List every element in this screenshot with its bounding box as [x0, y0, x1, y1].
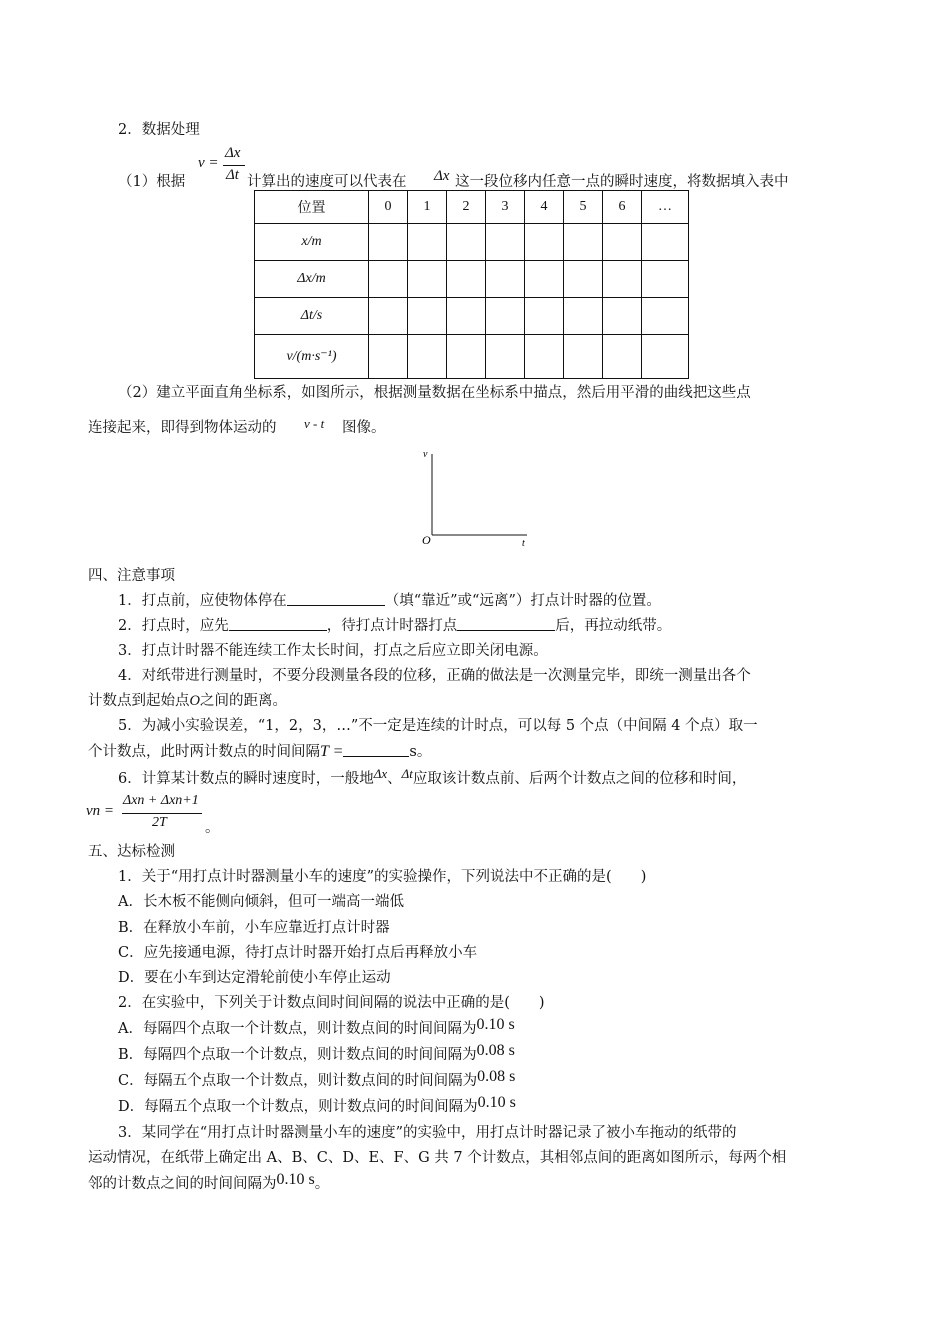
note2-text-a: 2．打点时，应先	[118, 618, 229, 634]
note6-line1	[118, 766, 747, 789]
q2-option-value: 0.10 s	[477, 1094, 516, 1111]
note4-text-a: 计数点到起始点	[88, 693, 190, 709]
note6-text-a: 6．计算某计数点的瞬时速度时，一般地	[118, 771, 374, 787]
q1-option-c[interactable]: C．应先接通电源，待打点计时器开始打点后再释放小车	[118, 945, 478, 961]
answer-blank[interactable]	[287, 591, 385, 606]
table-header-cell: 2	[447, 191, 486, 224]
delta-t-symbol: Δt	[401, 766, 413, 781]
table-cell	[564, 298, 603, 335]
table-header-cell: 5	[564, 191, 603, 224]
note5-text-b: s。	[409, 744, 432, 760]
note2	[118, 616, 671, 636]
note6-sep: 、	[387, 771, 402, 787]
question3-line3	[88, 1171, 330, 1194]
q2-option-text: C．每隔五个点取一个计数点，则计数点间的时间间隔为	[118, 1073, 478, 1089]
item2-line1: （2）建立平面直角坐标系，如图所示，根据测量数据在坐标系中描点，然后用平滑的曲线把这些点	[118, 385, 751, 401]
q2-option-value: 0.10 s	[476, 1016, 515, 1033]
table-header-cell: 位置	[255, 191, 369, 224]
vn-formula-lhs: vn =	[86, 803, 115, 819]
note1	[118, 591, 661, 611]
q2-option-text: D．每隔五个点取一个计数点，则计数点问的时间间隔为	[118, 1099, 478, 1115]
table-header-row	[255, 191, 689, 224]
section-title: 2．数据处理	[118, 122, 200, 138]
table-cell	[642, 224, 689, 261]
table-cell	[603, 261, 642, 298]
table-cell	[603, 298, 642, 335]
table-cell	[369, 224, 408, 261]
note3: 3．打点计时器不能连续工作太长时间，打点之后应立即关闭电源。	[118, 643, 548, 659]
q2-option-d[interactable]	[118, 1094, 516, 1117]
q2-option-b[interactable]	[118, 1042, 515, 1065]
origin-label: O	[422, 533, 431, 547]
table-cell	[447, 335, 486, 379]
q3-text-b: 。	[314, 1176, 330, 1192]
period-symbol: T =	[320, 743, 344, 760]
table-cell	[408, 335, 447, 379]
question3-line1: 3．某同学在“用打点计时器测量小车的速度”的实验中，用打点计时器记录了被小车拖动的纸带的	[118, 1125, 737, 1141]
item1-text-b: 这一段位移内任意一点的瞬时速度，将数据填入表中	[455, 174, 789, 190]
table-header-cell: 6	[603, 191, 642, 224]
table-cell	[369, 261, 408, 298]
table-row	[255, 261, 689, 298]
answer-blank[interactable]	[229, 616, 327, 631]
note5-line2	[88, 742, 431, 762]
table-cell	[447, 298, 486, 335]
question2: 2．在实验中，下列关于计数点间时间间隔的说法中正确的是( )	[118, 995, 545, 1011]
note4-line2	[88, 691, 287, 711]
vn-formula-numerator: Δxn + Δxn+1	[123, 793, 199, 808]
question3-line2: 运动情况，在纸带上确定出 A、B、C、D、E、F、G 共 7 个计数点，其相邻点间的距离如图所示，每两个相	[88, 1150, 787, 1166]
table-cell	[486, 335, 525, 379]
note2-text-c: 后，再拉动纸带。	[555, 618, 672, 634]
table-cell	[447, 261, 486, 298]
table-row	[255, 224, 689, 261]
table-header-cell: 4	[525, 191, 564, 224]
table-cell	[408, 298, 447, 335]
section4-title: 四、注意事项	[88, 568, 175, 584]
note6-end: 。	[205, 820, 220, 836]
table-cell	[603, 224, 642, 261]
table-row	[255, 298, 689, 335]
table-cell	[525, 224, 564, 261]
table-header-cell: 3	[486, 191, 525, 224]
question1: 1．关于“用打点计时器测量小车的速度”的实验操作，下列说法中不正确的是( )	[118, 869, 647, 885]
note4-line1: 4．对纸带进行测量时，不要分段测量各段的位移，正确的做法是一次测量完毕，即统一测量出各个	[118, 668, 751, 684]
vt-axes-figure	[415, 446, 535, 548]
table-row-label: x/m	[255, 224, 369, 261]
note4-text-b: 之间的距离。	[199, 693, 287, 709]
table-cell	[564, 335, 603, 379]
table-row-label: Δx/m	[255, 261, 369, 298]
table-header-cell: 1	[408, 191, 447, 224]
table-row-label: v/(m·s⁻¹)	[255, 335, 369, 379]
formula-denominator: Δt	[226, 167, 239, 183]
table-row-label: Δt/s	[255, 298, 369, 335]
q2-option-text: A．每隔四个点取一个计数点，则计数点间的时间间隔为	[118, 1021, 477, 1037]
section5-title: 五、达标检测	[88, 844, 175, 860]
answer-blank[interactable]	[457, 616, 555, 631]
table-cell	[642, 261, 689, 298]
table-cell	[642, 298, 689, 335]
note2-text-b: ，待打点计时器打点	[326, 618, 458, 634]
formula-numerator: Δx	[225, 145, 241, 161]
table-cell	[642, 335, 689, 379]
q1-option-a[interactable]: A．长木板不能侧向倾斜，但可一端高一端低	[118, 894, 404, 910]
q1-option-b[interactable]: B．在释放小车前，小车应靠近打点计时器	[118, 920, 390, 936]
note5-text-a: 个计数点，此时两计数点的时间间隔	[88, 744, 320, 760]
q3-value: 0.10 s	[276, 1171, 315, 1188]
table-row	[255, 335, 689, 379]
table-cell	[564, 224, 603, 261]
delta-x-symbol: Δx	[373, 766, 388, 781]
table-header-cell: 0	[369, 191, 408, 224]
point-o-symbol: O	[189, 693, 200, 709]
table-cell	[447, 224, 486, 261]
note1-text-a: 1．打点前，应使物体停在	[118, 593, 287, 609]
note1-text-b: （填“靠近”或“远离”）打点计时器的位置。	[384, 593, 661, 609]
table-cell	[369, 298, 408, 335]
table-cell	[486, 298, 525, 335]
table-header-cell: …	[642, 191, 689, 224]
x-axis-label: t	[522, 538, 525, 548]
table-cell	[408, 261, 447, 298]
y-axis-label: v	[423, 449, 428, 460]
delta-x-symbol: Δx	[434, 168, 450, 184]
note6-text-b: 应取该计数点前、后两个计数点之间的位移和时间，	[412, 771, 747, 787]
item1-text-a: 计算出的速度可以代表在	[247, 174, 407, 190]
q3-text-a: 邻的计数点之间的时间间隔为	[88, 1176, 277, 1192]
q2-option-c[interactable]	[118, 1068, 516, 1091]
table-cell	[525, 335, 564, 379]
table-cell	[603, 335, 642, 379]
q2-option-text: B．每隔四个点取一个计数点，则计数点间的时间间隔为	[118, 1047, 477, 1063]
q1-option-d[interactable]: D．要在小车到达定滑轮前使小车停止运动	[118, 970, 391, 986]
answer-blank[interactable]	[343, 742, 409, 757]
note5-line1: 5．为减小实验误差，“1，2，3，…”不一定是连续的计时点，可以每 5 个点（中间隔 4 个点）取一	[118, 718, 758, 734]
fraction-bar	[122, 813, 202, 814]
vt-symbol: v - t	[304, 416, 325, 431]
q2-option-value: 0.08 s	[476, 1042, 515, 1059]
table-cell	[525, 298, 564, 335]
q2-option-a[interactable]	[118, 1016, 515, 1039]
item2-line2-a: 连接起来，即得到物体运动的	[88, 420, 277, 436]
vn-formula-denominator: 2T	[152, 815, 167, 830]
table-cell	[408, 224, 447, 261]
item1-prefix: （1）根据	[118, 174, 186, 190]
table-cell	[486, 261, 525, 298]
table-cell	[369, 335, 408, 379]
table-cell	[486, 224, 525, 261]
data-table	[254, 190, 689, 379]
formula-lhs: v =	[198, 155, 219, 171]
table-cell	[525, 261, 564, 298]
q2-option-value: 0.08 s	[477, 1068, 516, 1085]
table-cell	[564, 261, 603, 298]
fraction-bar	[223, 165, 245, 166]
item2-line2-b: 图像。	[342, 420, 386, 436]
